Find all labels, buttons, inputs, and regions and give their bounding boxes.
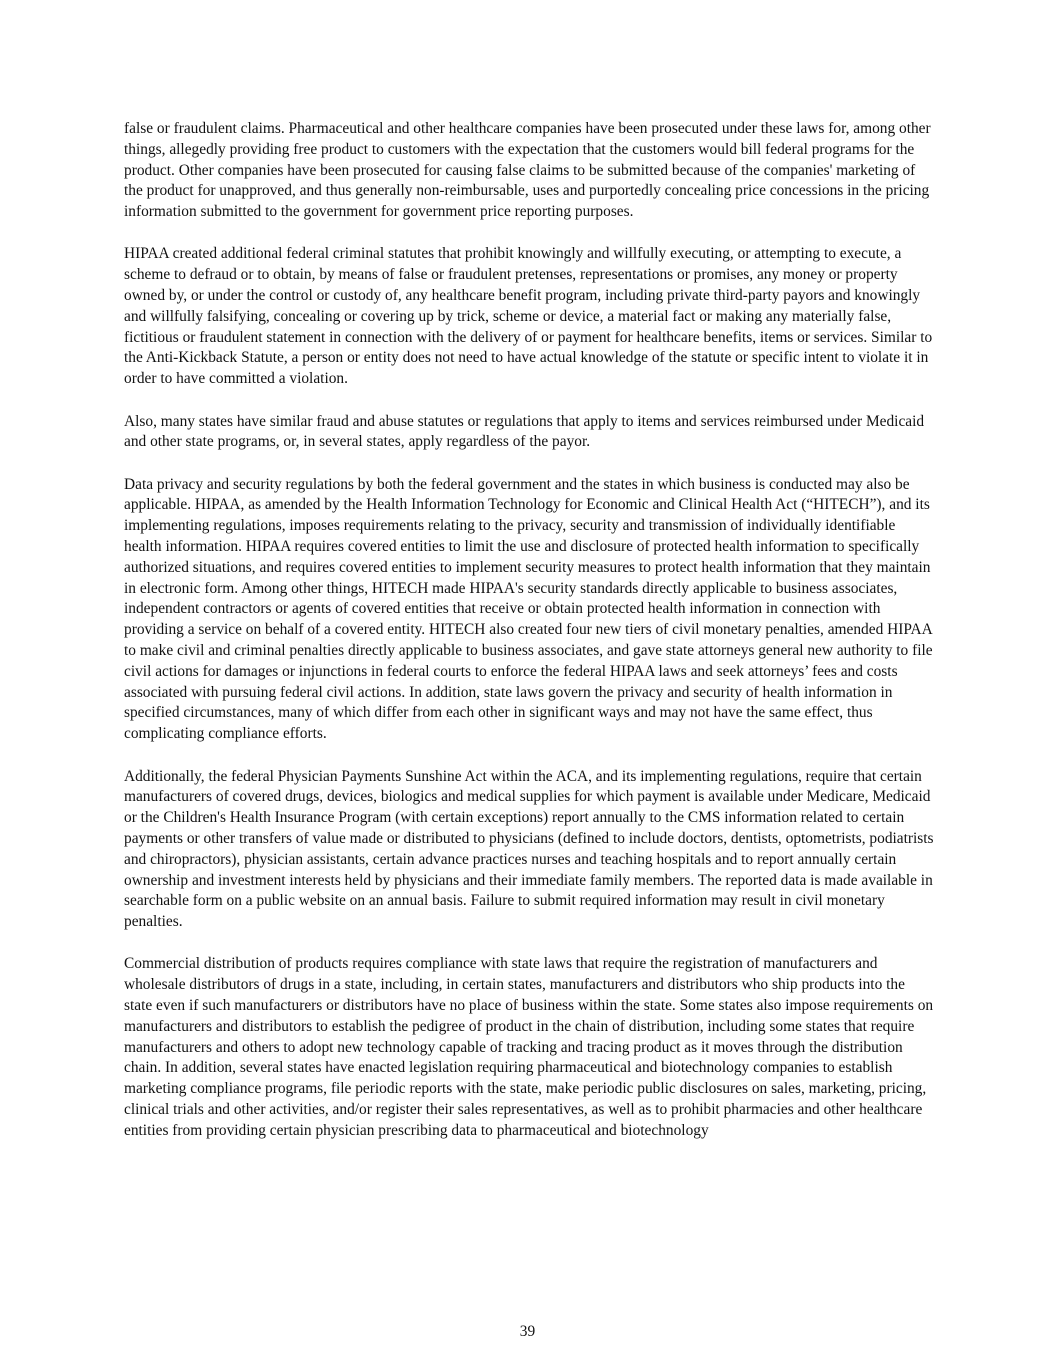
paragraph-sunshine-act: Additionally, the federal Physician Payments Sunshine Act within the ACA, and its implementing regulations, require that certain manufacturers of covered drugs, devices, biologics and medical supplies for which payment is available under Medicare, Medicaid or the Children's Health Insurance Program (with certain exceptions) report annually to the CMS information related to certain payments or other transfers of value made or distributed to physicians (defined to include doctors, dentists, optometrists, podiatrists and chiropractors), physician assistants, certain advance practices nurses and teaching hospitals and to report annually certain ownership and investment interests held by physicians and their immediate family members. The reported data is made available in searchable form on a public website on an annual basis. Failure to submit required information may result in civil monetary penalties. [124, 767, 934, 931]
paragraph-hipaa-criminal-statutes: HIPAA created additional federal criminal statutes that prohibit knowingly and willfully executing, or attempting to execute, a scheme to defraud or to obtain, by means of false or fraudulent pretenses, representations or promises, any money or property owned by, or under the control or custody of, any healthcare benefit program, including private third-party payors and knowingly and willfully falsifying, concealing or covering up by trick, scheme or device, a material fact or making any materially false, fictitious or fraudulent statement in connection with the delivery of or payment for healthcare benefits, items or services. Similar to the Anti-Kickback Statute, a person or entity does not need to have actual knowledge of the statute or specific intent to violate it in order to have committed a violation. [124, 245, 933, 388]
document-body [124, 119, 936, 1163]
paragraph-state-fraud-abuse: Also, many states have similar fraud and abuse statutes or regulations that apply to items and services reimbursed under Medicaid and other state programs, or, in several states, apply regardless of the payor. [124, 412, 925, 451]
paragraph-data-privacy: Data privacy and security regulations by both the federal government and the states in which business is conducted may also be applicable. HIPAA, as amended by the Health Information Technology for Economic and Clinical Health Act (“HITECH”), and its implementing regulations, imposes requirements relating to the privacy, security and transmission of individually identifiable health information. HIPAA requires covered entities to limit the use and disclosure of protected health information to specifically authorized situations, and requires covered entities to implement security measures to protect health information that they maintain in electronic form. Among other things, HITECH made HIPAA's security standards directly applicable to business associates, independent contractors or agents of covered entities that receive or obtain protected health information in connection with providing a service on behalf of a covered entity. HITECH also created four new tiers of civil monetary penalties, amended HIPAA to make civil and criminal penalties directly applicable to business associates, and gave state attorneys general new authority to file civil actions for damages or injunctions in federal courts to enforce the federal HIPAA laws and seek attorneys’ fees and costs associated with pursuing federal civil actions. In addition, state laws govern the privacy and security of health information in specified circumstances, many of which differ from each other in significant ways and may not have the same effect, thus complicating compliance efforts. [124, 475, 933, 743]
page-number: 39 [519, 1323, 536, 1340]
paragraph-false-claims: false or fraudulent claims. Pharmaceutical and other healthcare companies have been prosecuted under these laws for, among other things, allegedly providing free product to customers with the expectation that the customers would bill federal programs for the product. Other companies have been prosecuted for causing false claims to be submitted because of the companies' marketing of the product for unapproved, and thus generally non-reimbursable, uses and purportedly concealing price concessions in the pricing information submitted to the government for government price reporting purposes. [124, 120, 931, 221]
paragraph-commercial-distribution: Commercial distribution of products requires compliance with state laws that require the registration of manufacturers and wholesale distributors of drugs in a state, including, in certain states, manufacturers and distributors who ship products into the state even if such manufacturers or distributors have no place of business within the state. Some states also impose requirements on manufacturers and distributors to establish the pedigree of product in the chain of distribution, including some states that require manufacturers and others to adopt new technology capable of tracking and tracing product as it moves through the distribution chain. In addition, several states have enacted legislation requiring pharmaceutical and biotechnology companies to establish marketing compliance programs, file periodic reports with the state, make periodic public disclosures on sales, marketing, pricing, clinical trials and other activities, and/or register their sales representatives, as well as to prohibit pharmacies and other healthcare entities from providing certain physician prescribing data to pharmaceutical and biotechnology [124, 955, 934, 1139]
